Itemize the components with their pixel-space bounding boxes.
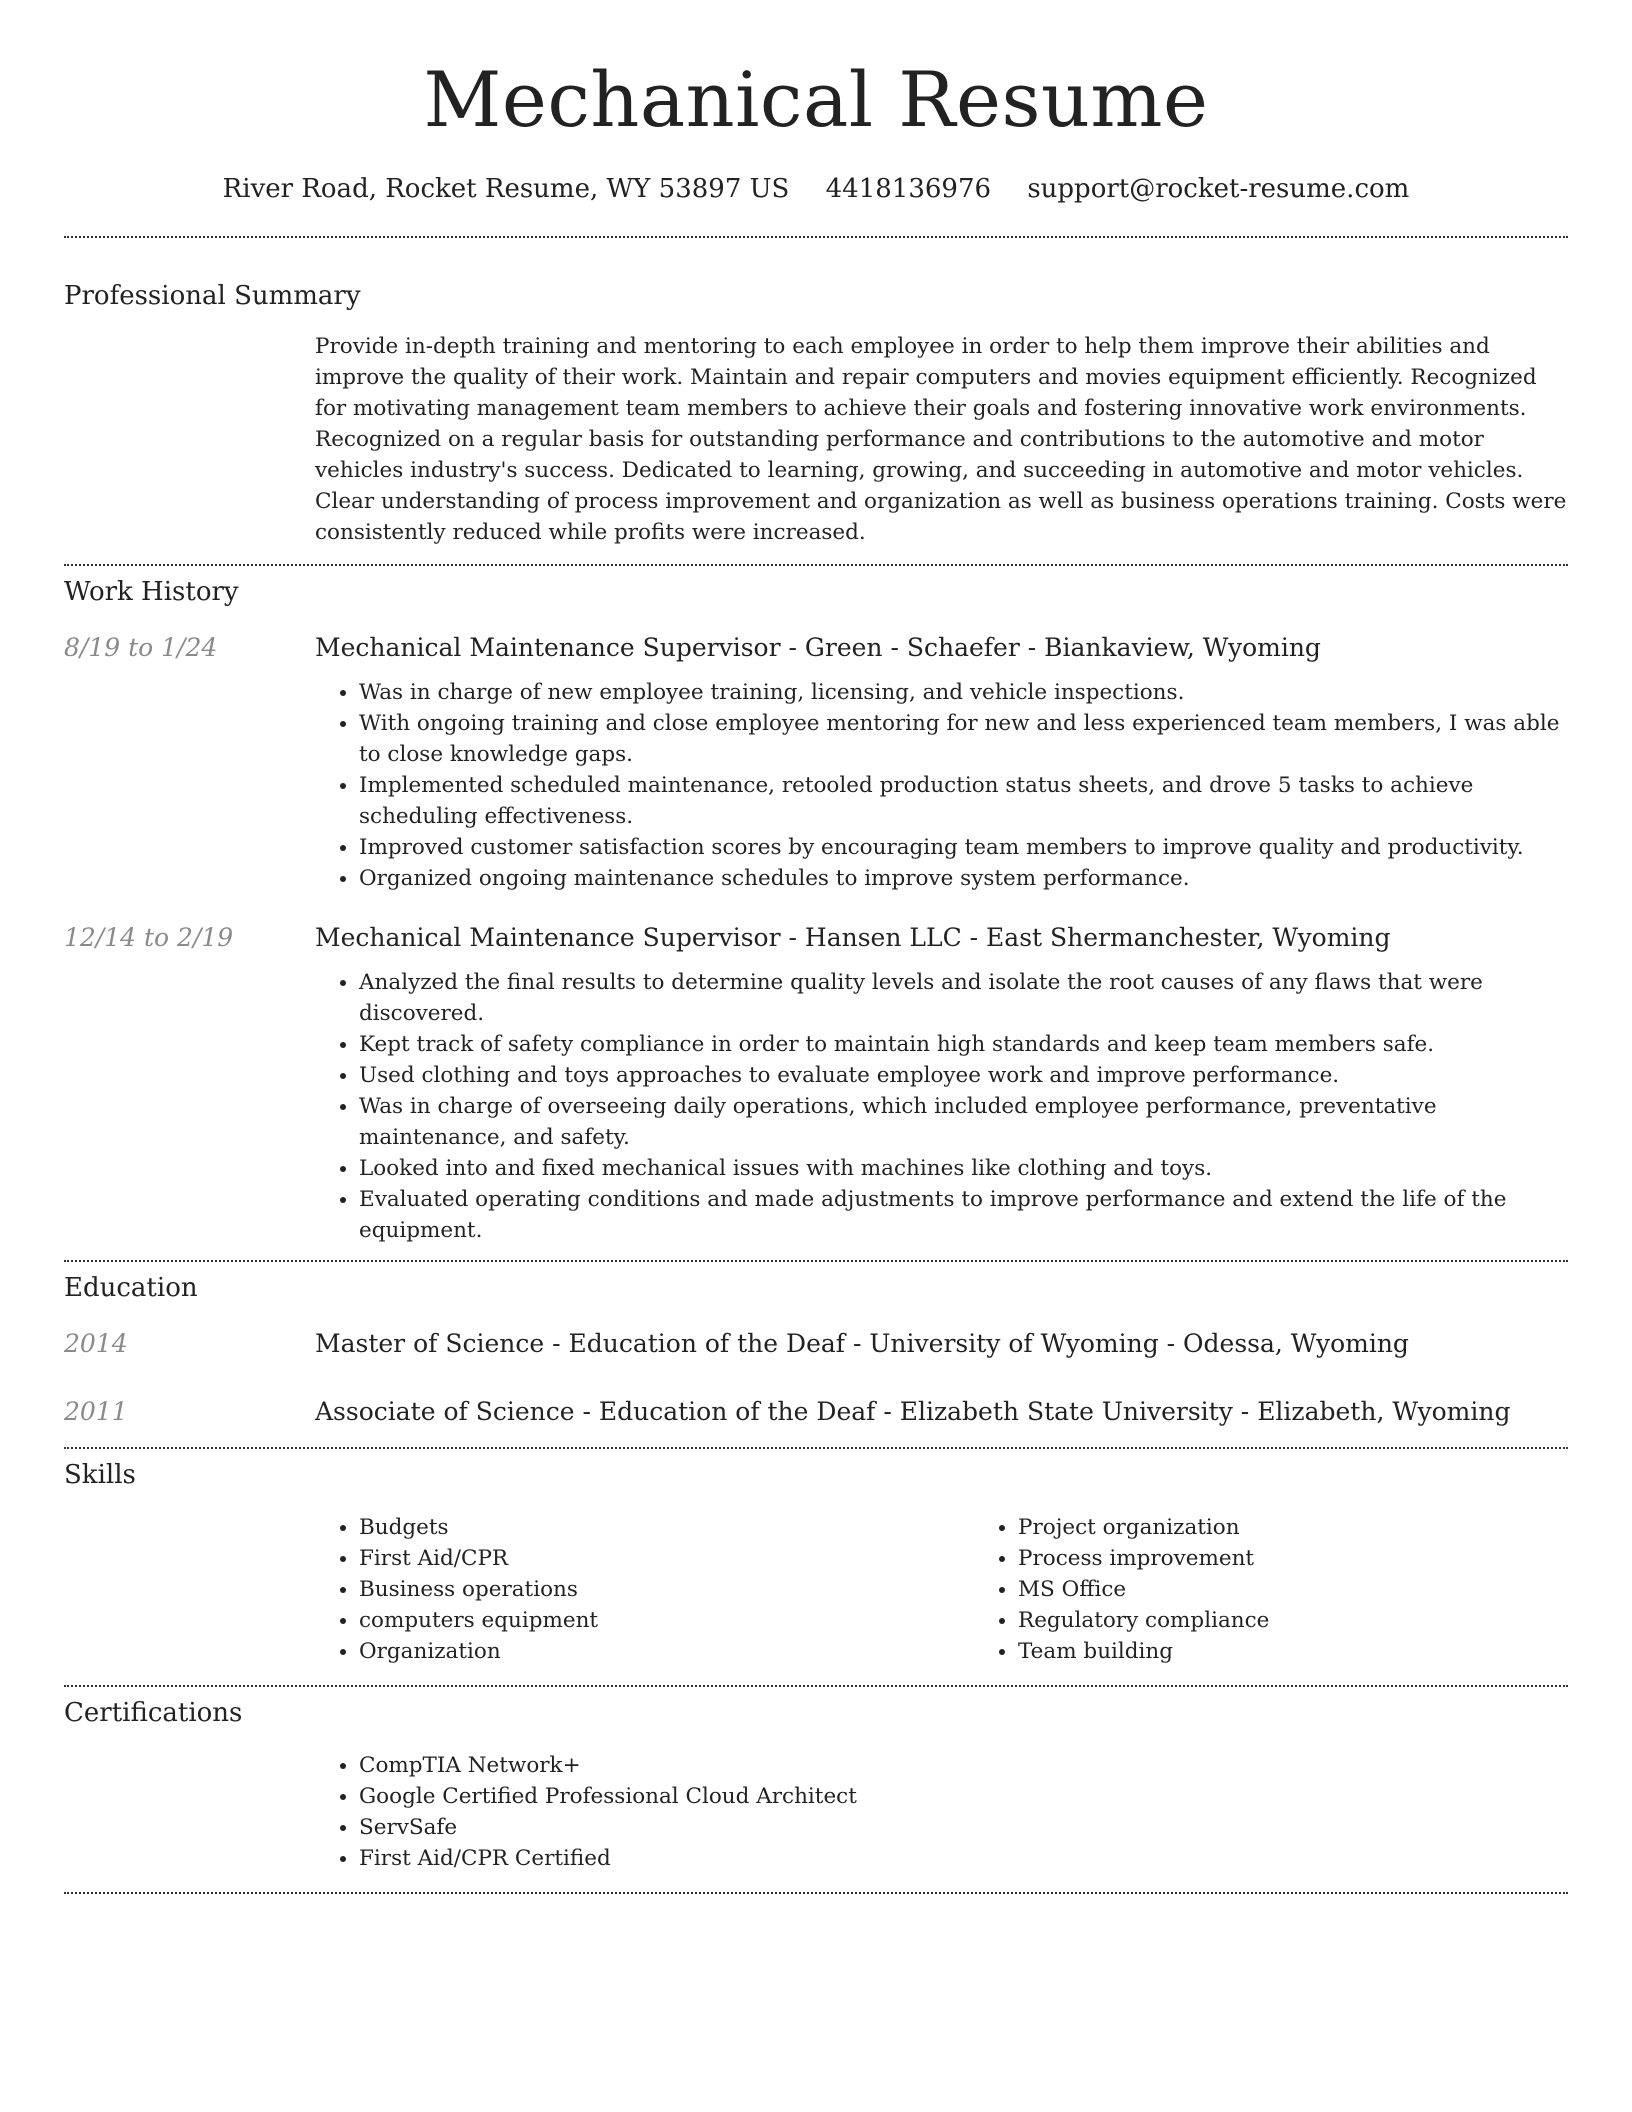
list-item: • computers equipment [359, 1605, 974, 1636]
list-item: • ServSafe [359, 1812, 1568, 1843]
education-degree: Associate of Science - Education of the Deaf - Elizabeth State University - Elizabeth, Wyoming [315, 1397, 1511, 1426]
list-item: • Evaluated operating conditions and made adjustments to improve performance and extend the life of the equipment. [359, 1184, 1568, 1246]
list-item: • Project organization [1018, 1512, 1632, 1543]
divider [64, 564, 1568, 566]
list-item: • Used clothing and toys approaches to evaluate employee work and improve performance. [359, 1060, 1568, 1091]
list-item: • Regulatory compliance [1018, 1605, 1632, 1636]
education-entry [64, 1327, 1568, 1361]
contact-line [64, 172, 1568, 206]
divider [64, 236, 1568, 238]
list-item: • CompTIA Network+ [359, 1750, 1568, 1781]
list-item: • Analyzed the final results to determine quality levels and isolate the root causes of any flaws that were discovered. [359, 967, 1568, 1029]
list-item: • Organization [359, 1636, 974, 1667]
job-dates: 8/19 to 1/24 [64, 633, 218, 662]
divider [64, 1447, 1568, 1449]
list-item: • Organized ongoing maintenance schedules to improve system performance. [359, 863, 1568, 894]
list-item: • Business operations [359, 1574, 974, 1605]
resume-name: Mechanical Resume [423, 55, 1209, 144]
list-item: • Kept track of safety compliance in order to maintain high standards and keep team members safe. [359, 1029, 1568, 1060]
education-entry [64, 1395, 1568, 1429]
education-year: 2011 [64, 1397, 128, 1426]
education-title: Education [64, 1273, 198, 1303]
list-item: • Implemented scheduled maintenance, retooled production status sheets, and drove 5 tasks to achieve scheduling effectiveness. [359, 770, 1568, 832]
certifications-list [315, 1750, 1568, 1874]
education-section [64, 1271, 1568, 1429]
list-item: • Improved customer satisfaction scores by encouraging team members to improve quality and productivity. [359, 832, 1568, 863]
job-title: Mechanical Maintenance Supervisor - Green - Schaefer - Biankaview, Wyoming [315, 633, 1321, 662]
skills-section [64, 1458, 1568, 1667]
skills-list-left [315, 1512, 974, 1667]
contact-email: support@rocket-resume.com [1027, 174, 1410, 204]
skills-title: Skills [64, 1460, 136, 1490]
list-item: • First Aid/CPR Certified [359, 1843, 1568, 1874]
contact-phone: 4418136976 [825, 174, 992, 204]
work-history-title: Work History [64, 577, 239, 607]
list-item: • MS Office [1018, 1574, 1632, 1605]
certifications-section [64, 1696, 1568, 1874]
work-history-section [64, 575, 1568, 1246]
summary-title: Professional Summary [64, 281, 361, 311]
list-item: • Budgets [359, 1512, 974, 1543]
job-bullets [315, 967, 1568, 1246]
list-item: • First Aid/CPR [359, 1543, 974, 1574]
contact-address: River Road, Rocket Resume, WY 53897 US [222, 174, 790, 204]
job-bullets [315, 677, 1568, 894]
divider [64, 1685, 1568, 1687]
skills-list-right [974, 1512, 1632, 1667]
summary-text: Provide in-depth training and mentoring to each employee in order to help them improve their abilities and improve the quality of their work. Maintain and repair computers and movies equipment efficiently. Recognized for motivating management team members to achieve their goals and fostering innovative work environments. Recognized on a regular basis for outstanding performance and contributions to the automotive and motor vehicles industry's success. Dedicated to learning, growing, and succeeding in automotive and motor vehicles. Clear understanding of process improvement and organization as well as business operations training. Costs were consistently reduced while profits were increased. [315, 334, 1567, 545]
education-degree: Master of Science - Education of the Deaf - University of Wyoming - Odessa, Wyoming [315, 1329, 1409, 1358]
job-entry [64, 631, 1568, 894]
certifications-title: Certifications [64, 1698, 243, 1728]
list-item: • Team building [1018, 1636, 1632, 1667]
list-item: • Was in charge of overseeing daily operations, which included employee performance, preventative maintenance, and safety. [359, 1091, 1568, 1153]
skills-grid [315, 1512, 1632, 1667]
education-year: 2014 [64, 1329, 128, 1358]
divider [64, 1260, 1568, 1262]
summary-section [64, 279, 1568, 548]
list-item: • Google Certified Professional Cloud Architect [359, 1781, 1568, 1812]
list-item: • Process improvement [1018, 1543, 1632, 1574]
job-dates: 12/14 to 2/19 [64, 923, 234, 952]
job-entry [64, 921, 1568, 1246]
list-item: • Was in charge of new employee training, licensing, and vehicle inspections. [359, 677, 1568, 708]
job-title: Mechanical Maintenance Supervisor - Hansen LLC - East Shermanchester, Wyoming [315, 923, 1391, 952]
list-item: • With ongoing training and close employee mentoring for new and less experienced team members, I was able to close knowledge gaps. [359, 708, 1568, 770]
list-item: • Looked into and fixed mechanical issues with machines like clothing and toys. [359, 1153, 1568, 1184]
divider [64, 1892, 1568, 1894]
resume-header [64, 0, 1568, 206]
